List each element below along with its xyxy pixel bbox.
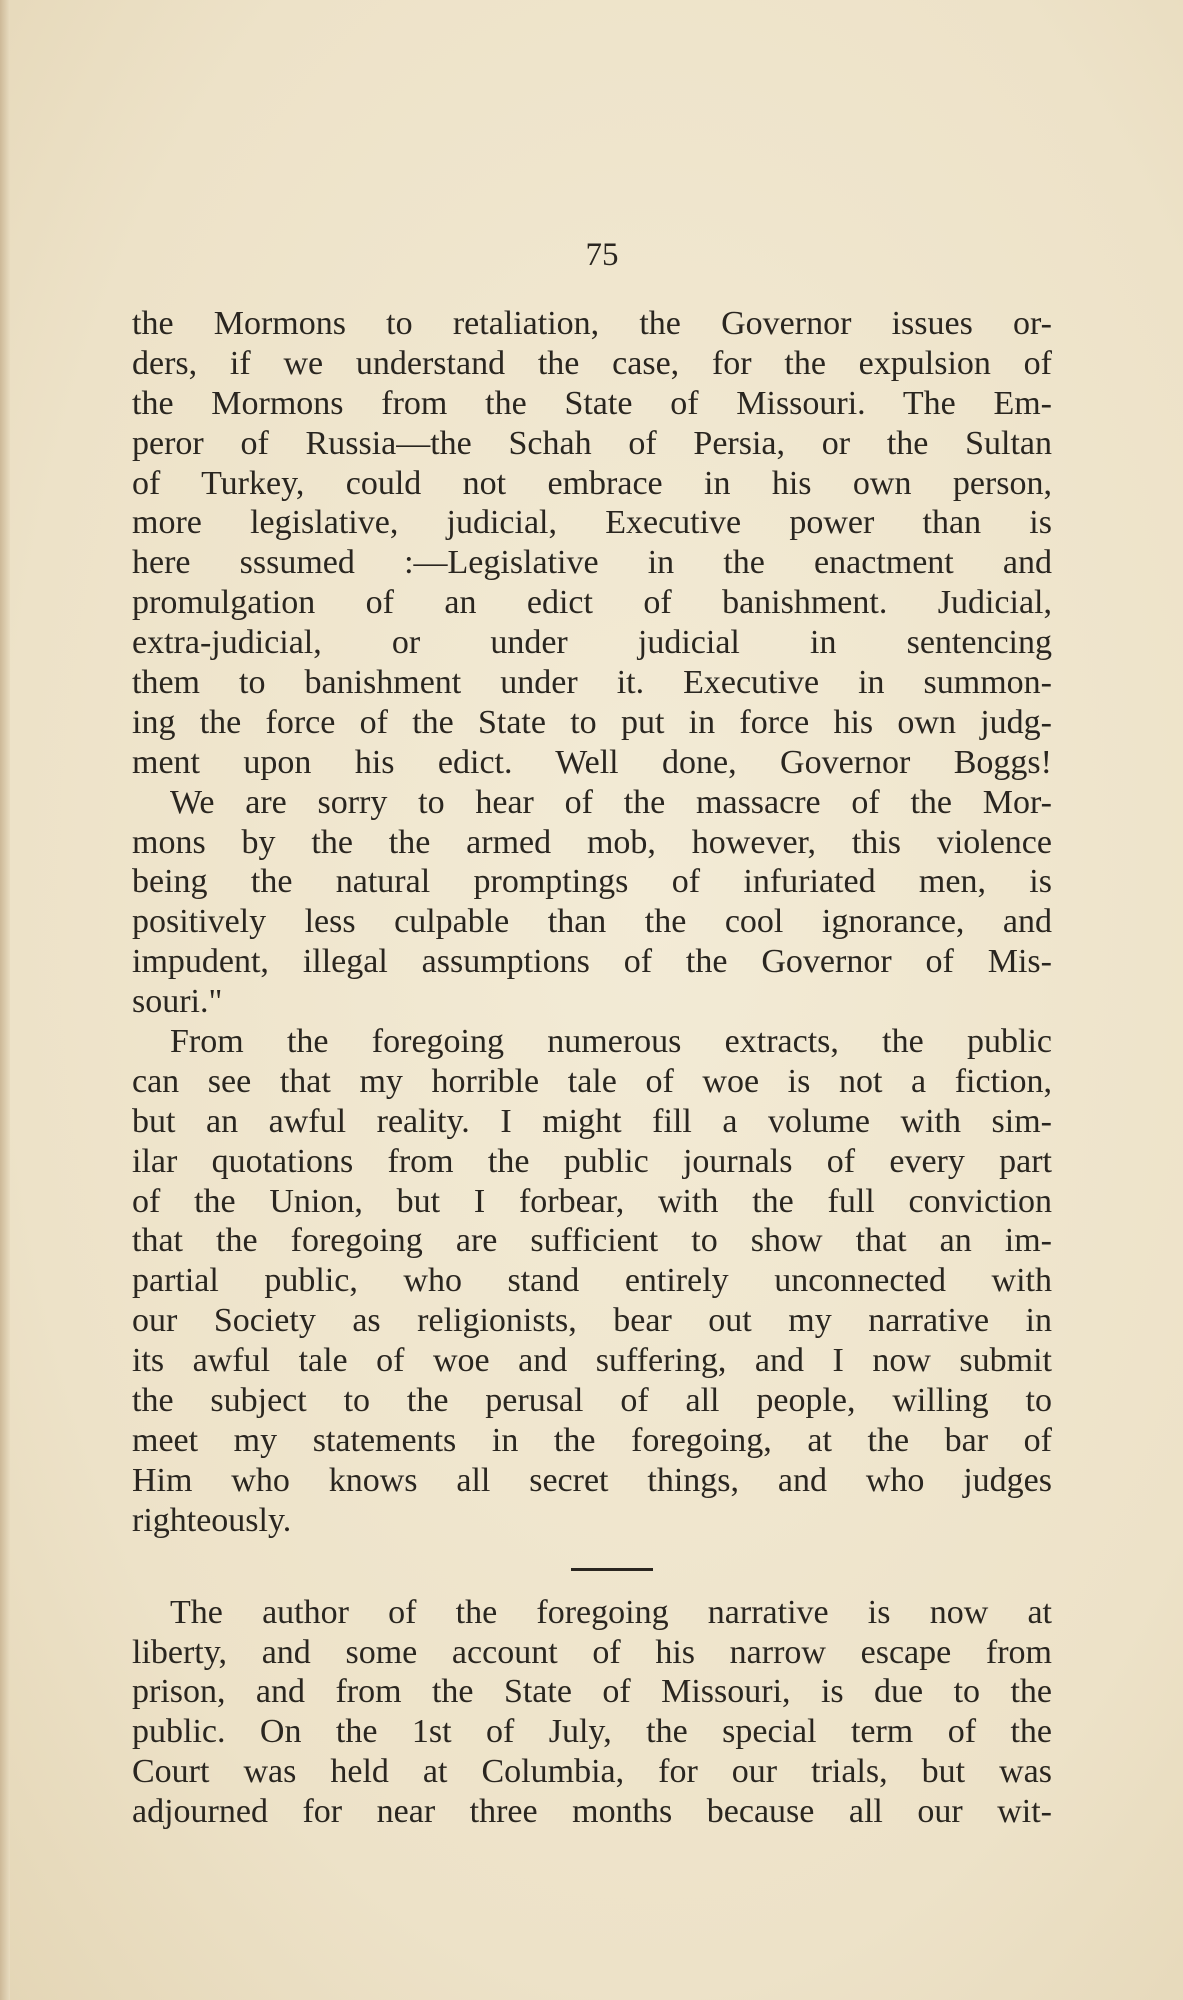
text-line: of the Union, but I forbear, with the full conviction — [132, 1182, 1052, 1220]
text-line: souri." — [132, 983, 223, 1021]
page-number: 75 — [585, 237, 619, 273]
text-line: that the foregoing are sufficient to show that an im- — [132, 1222, 1052, 1260]
text-line: The author of the foregoing narrative is now at — [170, 1593, 1052, 1631]
text-line: ilar quotations from the public journals of every part — [132, 1142, 1052, 1180]
text-line: peror of Russia—the Schah of Persia, or the Sultan — [132, 424, 1052, 462]
paragraph — [132, 304, 1052, 783]
text-line: liberty, and some account of his narrow escape from — [132, 1633, 1052, 1671]
text-line: prison, and from the State of Missouri, is due to the — [132, 1673, 1052, 1711]
page-content — [132, 230, 1052, 1832]
text-line: positively less culpable than the cool ignorance, and — [132, 903, 1052, 941]
text-line: its awful tale of woe and suffering, and I now submit — [132, 1342, 1052, 1380]
text-line: partial public, who stand entirely unconnected with — [132, 1262, 1052, 1300]
paragraph — [132, 783, 1052, 1022]
paragraph — [132, 1022, 1052, 1541]
text-line: our Society as religionists, bear out my narrative in — [132, 1302, 1052, 1340]
text-line: of Turkey, could not embrace in his own person, — [132, 464, 1052, 502]
text-line: impudent, illegal assumptions of the Governor of Mis- — [132, 943, 1052, 981]
paragraph — [132, 1593, 1052, 1832]
text-line: more legislative, judicial, Executive power than is — [132, 504, 1052, 542]
text-line: Him who knows all secret things, and who judges — [132, 1461, 1052, 1499]
text-line: ment upon his edict. Well done, Governor Boggs! — [132, 743, 1052, 781]
text-line: righteously. — [132, 1501, 292, 1539]
text-line: ing the force of the State to put in force his own judg- — [132, 703, 1052, 741]
text-line: them to banishment under it. Executive in summon- — [132, 664, 1052, 702]
text-line: We are sorry to hear of the massacre of the Mor- — [170, 783, 1052, 821]
text-line: promulgation of an edict of banishment. Judicial, — [132, 584, 1052, 622]
text-line: being the natural promptings of infuriated men, is — [132, 863, 1052, 901]
text-line: ders, if we understand the case, for the expulsion of — [132, 344, 1052, 382]
text-line: but an awful reality. I might fill a volume with sim- — [132, 1102, 1052, 1140]
text-line: extra-judicial, or under judicial in sentencing — [132, 624, 1052, 662]
text-line: adjourned for near three months because all our wit- — [132, 1793, 1052, 1831]
text-line: can see that my horrible tale of woe is not a fiction, — [132, 1062, 1052, 1100]
text-line: the Mormons from the State of Missouri. The Em- — [132, 384, 1052, 422]
text-line: mons by the the armed mob, however, this violence — [132, 823, 1052, 861]
text-line: meet my statements in the foregoing, at the bar of — [132, 1421, 1052, 1459]
text-line: public. On the 1st of July, the special term of the — [132, 1713, 1052, 1751]
text-line: here sssumed :—Legislative in the enactment and — [132, 544, 1052, 582]
text-line: the subject to the perusal of all people, willing to — [132, 1382, 1052, 1420]
text-line: From the foregoing numerous extracts, the public — [170, 1023, 1052, 1061]
section-divider-rule — [571, 1568, 653, 1571]
text-line: Court was held at Columbia, for our trials, but was — [132, 1753, 1052, 1791]
page-binding-edge — [0, 0, 10, 2000]
text-line: the Mormons to retaliation, the Governor issues or- — [132, 305, 1052, 342]
